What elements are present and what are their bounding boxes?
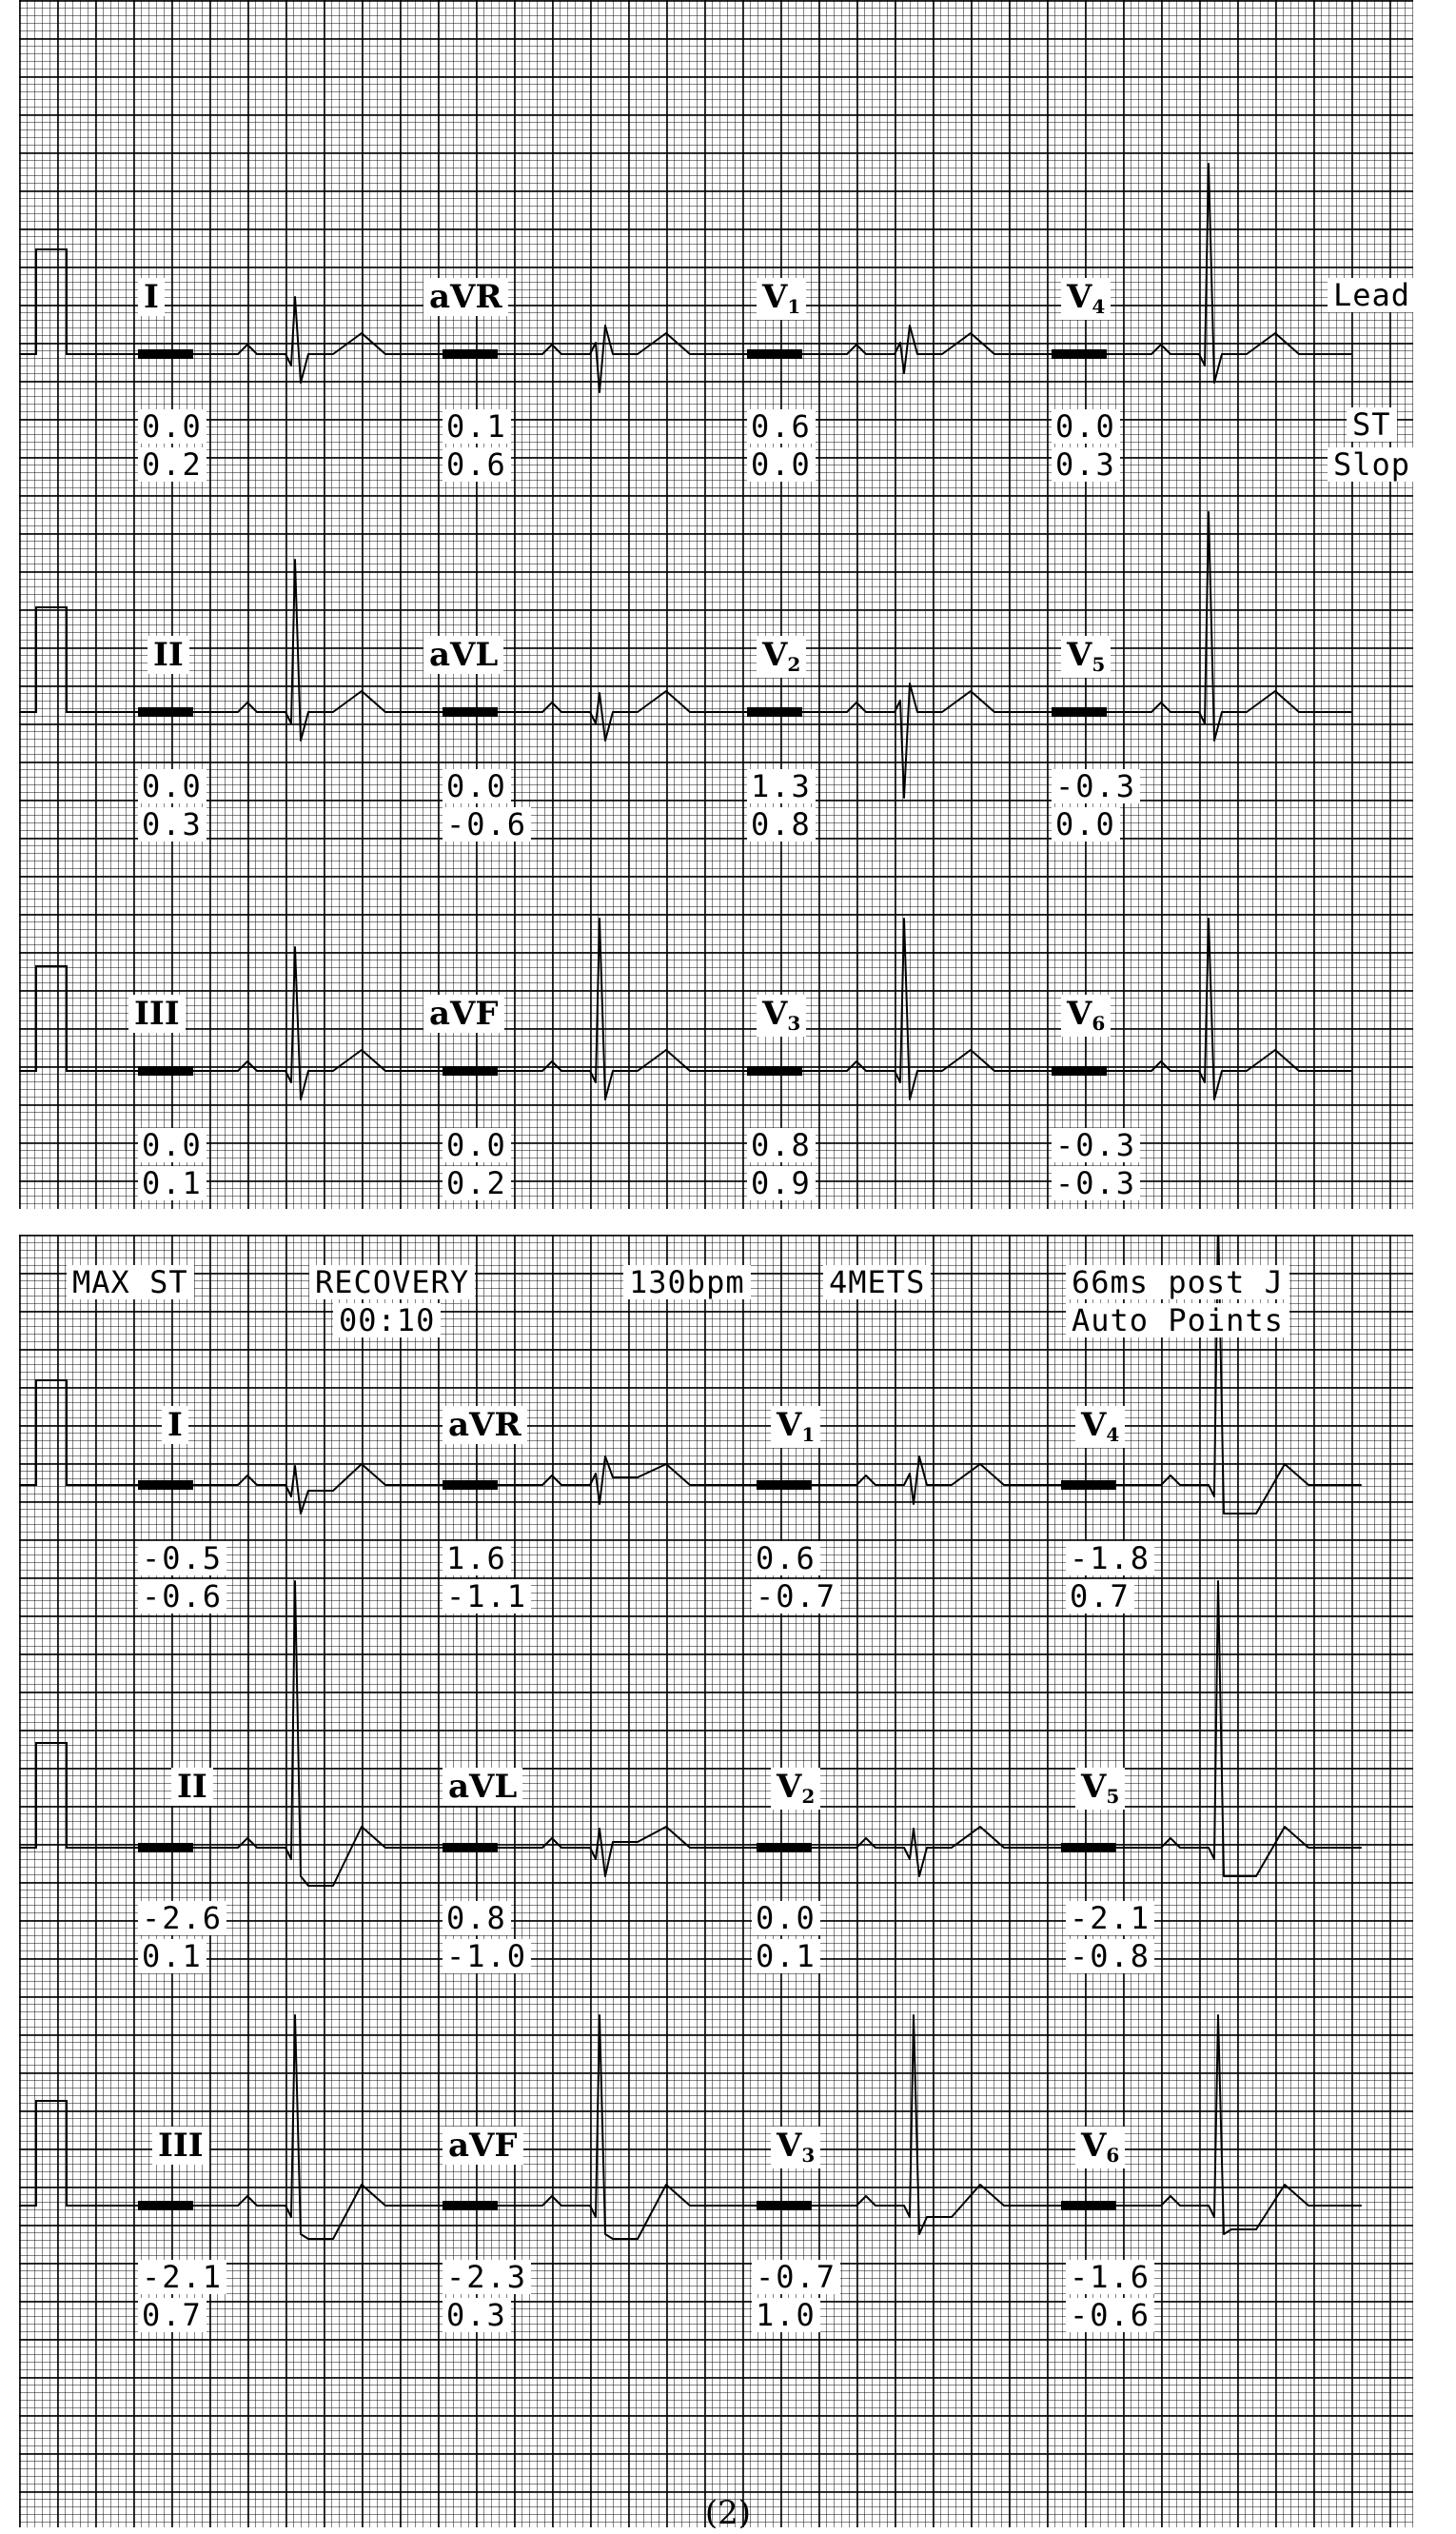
st-value-aVR: 1.6 <box>443 1541 511 1575</box>
rest-ecg-trace-row <box>86 512 1351 798</box>
slope-value-V2: 0.1 <box>752 1939 820 1973</box>
post-j-header: 66ms post J <box>1066 1265 1289 1299</box>
st-value-V4: 0.0 <box>1052 409 1120 444</box>
ecg-traces-rest <box>19 0 1413 1209</box>
lead-label-V4: $V_4$ <box>1061 278 1111 320</box>
slope-header: Slop <box>1328 447 1413 482</box>
st-value-aVF: 0.0 <box>443 1128 511 1162</box>
lead-label-V3: $V_3$ <box>771 2127 820 2168</box>
figure-caption: (2) <box>704 2494 752 2532</box>
st-value-V5: -0.3 <box>1052 769 1140 803</box>
st-value-aVF: -2.3 <box>443 2260 531 2294</box>
slope-value-aVL: -1.0 <box>443 1939 531 1973</box>
ecg-traces-recovery <box>19 1235 1413 2527</box>
lead-label-I: I <box>162 1406 188 1444</box>
slope-value-aVF: 0.2 <box>443 1166 511 1200</box>
lead-label-aVR: aVR <box>423 278 508 316</box>
st-value-II: -2.6 <box>138 1901 226 1935</box>
slope-value-V4: 0.3 <box>1052 447 1120 482</box>
slope-value-I: -0.6 <box>138 1579 226 1613</box>
slope-value-I: 0.2 <box>138 447 207 482</box>
lead-label-V1: $V_1$ <box>757 278 806 320</box>
st-value-aVR: 0.1 <box>443 409 511 444</box>
st-header: ST <box>1347 407 1397 442</box>
recovery-calibration-pulse <box>19 1743 86 1848</box>
lead-label-aVL: aVL <box>423 636 503 674</box>
st-value-aVL: 0.8 <box>443 1901 511 1935</box>
slope-value-II: 0.1 <box>138 1939 207 1973</box>
recovery-ecg-trace-row <box>86 2015 1361 2239</box>
slope-value-II: 0.3 <box>138 807 207 841</box>
lead-label-V1: $V_1$ <box>771 1406 820 1448</box>
ecg-panel-recovery <box>19 1235 1413 2527</box>
max-st-header: MAX ST <box>67 1265 194 1299</box>
ecg-panel-rest <box>19 0 1413 1209</box>
heart-rate-header: 130bpm <box>623 1265 751 1299</box>
slope-value-V1: -0.7 <box>752 1579 840 1613</box>
st-value-I: 0.0 <box>138 409 207 444</box>
st-value-aVL: 0.0 <box>443 769 511 803</box>
lead-label-aVR: aVR <box>443 1406 527 1444</box>
st-value-III: 0.0 <box>138 1128 207 1162</box>
st-value-V2: 0.0 <box>752 1901 820 1935</box>
st-value-V1: 0.6 <box>747 409 816 444</box>
lead-label-V5: $V_5$ <box>1061 636 1111 678</box>
rest-calibration-pulse <box>19 607 86 712</box>
st-value-V6: -0.3 <box>1052 1128 1140 1162</box>
st-value-V4: -1.8 <box>1066 1541 1154 1575</box>
st-value-V2: 1.3 <box>747 769 816 803</box>
slope-value-V6: -0.3 <box>1052 1166 1140 1200</box>
lead-label-aVF: aVF <box>443 2127 523 2165</box>
st-value-V6: -1.6 <box>1066 2260 1154 2294</box>
slope-value-V5: -0.8 <box>1066 1939 1154 1973</box>
slope-value-V3: 0.9 <box>747 1166 816 1200</box>
auto-points-header: Auto Points <box>1066 1303 1289 1337</box>
slope-value-aVR: -1.1 <box>443 1579 531 1613</box>
rest-ecg-trace-row <box>86 164 1351 392</box>
lead-label-V4: $V_4$ <box>1075 1406 1125 1448</box>
lead-label-V2: $V_2$ <box>771 1768 820 1810</box>
rest-calibration-pulse <box>19 966 86 1071</box>
slope-value-V6: -0.6 <box>1066 2298 1154 2332</box>
recovery-calibration-pulse <box>19 1380 86 1485</box>
slope-value-V2: 0.8 <box>747 807 816 841</box>
mets-header: 4METS <box>823 1265 931 1299</box>
st-value-I: -0.5 <box>138 1541 226 1575</box>
lead-label-II: II <box>148 636 189 674</box>
lead-label-V5: $V_5$ <box>1075 1768 1125 1810</box>
lead-label-I: I <box>138 278 165 316</box>
lead-label-V6: $V_6$ <box>1061 995 1111 1037</box>
slope-value-V1: 0.0 <box>747 447 816 482</box>
slope-value-aVF: 0.3 <box>443 2298 511 2332</box>
lead-header: Lead <box>1328 278 1413 312</box>
recovery-ecg-trace-row <box>86 1581 1361 1886</box>
phase-header: RECOVERY <box>309 1265 475 1299</box>
lead-label-aVL: aVL <box>443 1768 522 1806</box>
lead-label-V3: $V_3$ <box>757 995 806 1037</box>
time-header: 00:10 <box>333 1303 441 1337</box>
slope-value-III: 0.1 <box>138 1166 207 1200</box>
st-value-V1: 0.6 <box>752 1541 820 1575</box>
st-value-V3: -0.7 <box>752 2260 840 2294</box>
slope-value-aVL: -0.6 <box>443 807 531 841</box>
st-value-II: 0.0 <box>138 769 207 803</box>
lead-label-aVF: aVF <box>423 995 504 1033</box>
rest-calibration-pulse <box>19 249 86 354</box>
slope-value-III: 0.7 <box>138 2298 207 2332</box>
lead-label-V2: $V_2$ <box>757 636 806 678</box>
slope-value-V5: 0.0 <box>1052 807 1120 841</box>
lead-label-III: III <box>152 2127 209 2165</box>
slope-value-V4: 0.7 <box>1066 1579 1134 1613</box>
lead-label-III: III <box>128 995 186 1033</box>
st-value-V3: 0.8 <box>747 1128 816 1162</box>
st-value-V5: -2.1 <box>1066 1901 1154 1935</box>
recovery-calibration-pulse <box>19 2101 86 2206</box>
slope-value-aVR: 0.6 <box>443 447 511 482</box>
lead-label-V6: $V_6$ <box>1075 2127 1125 2168</box>
lead-label-II: II <box>171 1768 213 1806</box>
st-value-III: -2.1 <box>138 2260 226 2294</box>
rest-ecg-trace-row <box>86 919 1351 1099</box>
slope-value-V3: 1.0 <box>752 2298 820 2332</box>
